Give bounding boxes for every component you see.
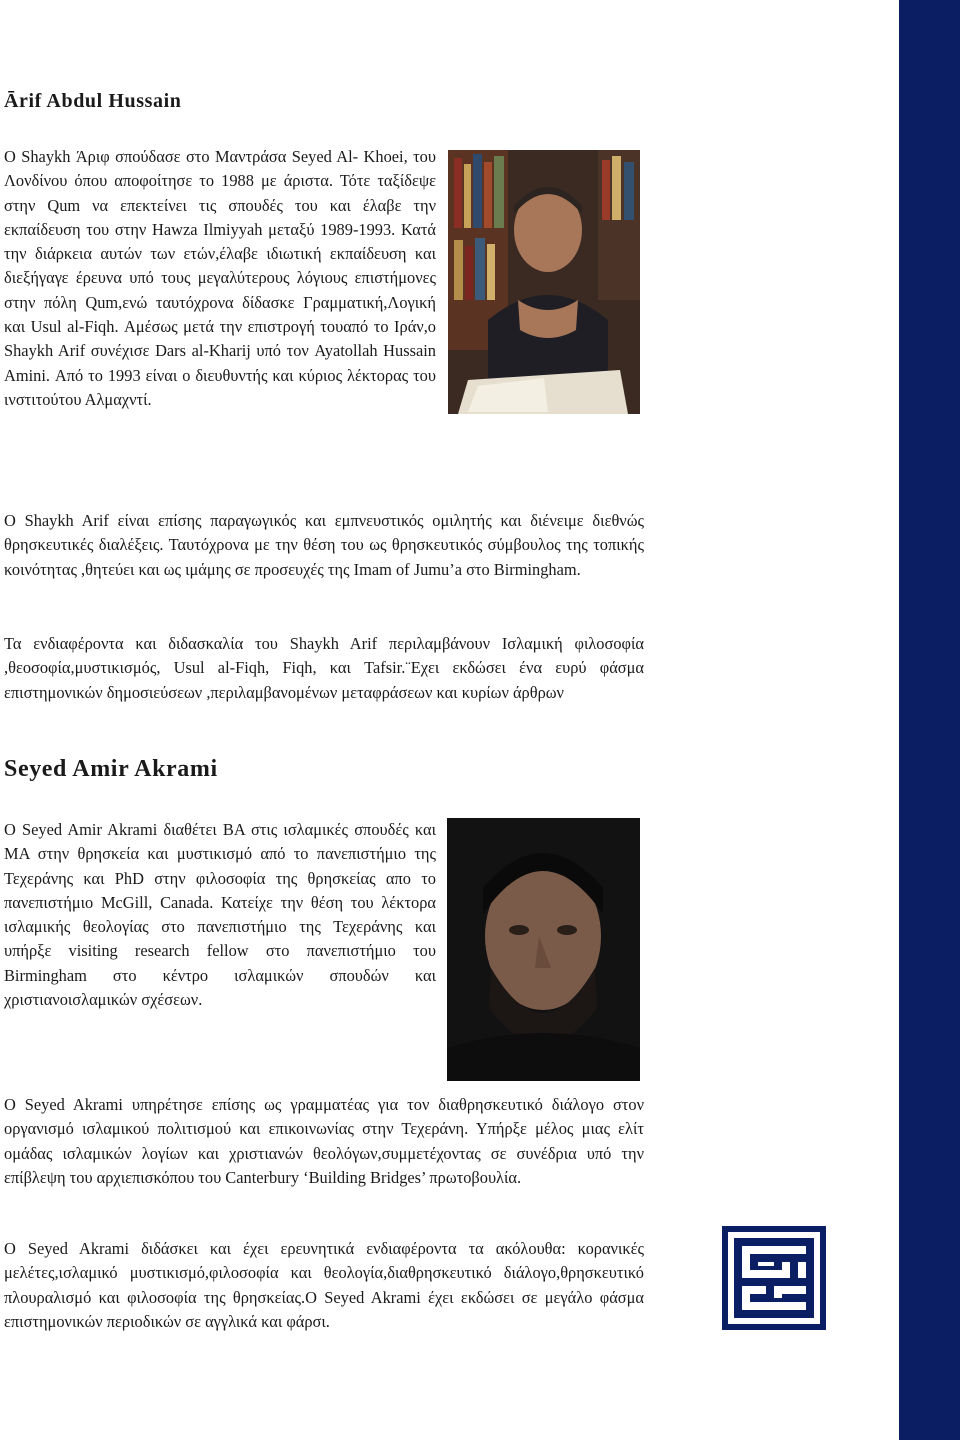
paragraph-arif-speaker: Ο Shaykh Arif είναι επίσης παραγωγικός και εμπνευστικός ομιλητής και διένειμε διεθνώς θρησκευτικές διαλέξεις. Ταυτόχρονα με την θέση του ως θρησκευτικός σύμβουλος της τοπικής κοινότητας ,θητεύει και ως ιμάμης σε προσευχές της Imam of Jumu’a στο Birmingham. bbox=[4, 511, 644, 579]
paragraph-akrami-dialogue: Ο Seyed Akrami υπηρέτησε επίσης ως γραμματέας για τον διαθρησκευτικό διάλογο στον οργανισμό ισλαμικού πολιτισμού και επικοινωνίας στην Τεχεράνη. Υπήρξε μέλος μιας ελίτ ομάδας ισλαμικών λογίων και χριστιανών θεολόγων,συμμετέχοντας σε συνέδρια υπό την επίβλεψη του αρχιεπισκόπου του Canterbury ‘Building Bridges’ πρωτοβουλία. bbox=[4, 1095, 644, 1187]
heading-seyed-amir-akrami: Seyed Amir Akrami bbox=[4, 756, 218, 782]
paragraph-arif-interests: Τα ενδιαφέροντα και διδασκαλία του Shaykh Arif περιλαμβάνουν Ισλαμική φιλοσοφία ,θεοσοφία,μυστικισμός, Usul al-Fiqh, Fiqh, και Tafsir.¨Εχει εκδώσει ένα ευρύ φάσμα επιστημονικών δημοσιεύσεων ,περιλαμβανομένων μεταφράσεων και κυρίων άρθρων bbox=[4, 634, 644, 702]
heading-arif-abdul-hussain: Ārif Abdul Hussain bbox=[4, 90, 182, 112]
kufic-square-logo-icon bbox=[722, 1226, 826, 1330]
portrait-photo-akrami bbox=[447, 818, 640, 1081]
paragraph-arif-bio: Ο Shaykh Άριφ σπούδασε στο Μαντράσα Seyed Al- Khoei, του Λονδίνου όπου αποφοίτησε το 1988 με άριστα. Τότε ταξίδεψε στην Qum να επεκτείνει τις σπουδές του και έλαβε την εκπαίδευση του στην Hawza Ilmiyyah μεταξύ 1989-1993. Κατά την διάρκεια αυτών των ετών,έλαβε ιδιωτική εκπαίδευση και διεξήγαγε έρευνα υπό τους μεγαλύτερους λόγιους επιστήμονες στην πόλη Qum,ενώ ταυτόχρονα δίδασκε Γραμματική,Λογική και Usul al-Fiqh. Αμέσως μετά την επιστρογή τουαπό το Ιράν,ο Shaykh Arif συνέχισε Dars al-Kharij υπό τον Ayatollah Hussain Amini. Από το 1993 είναι ο διευθυντής και κύριος λέκτορας του ινστιτούτου Αλμαχντί. bbox=[4, 147, 436, 409]
portrait-photo-arif bbox=[448, 150, 640, 414]
paragraph-akrami-education: Ο Seyed Amir Akrami διαθέτει BA στις ισλαμικές σπουδές και MA στην θρησκεία και μυστικισμό από το πανεπιστήμιο της Τεχεράνης και PhD στην φιλοσοφία της θρησκείας απο το πανεπιστήμιο McGill, Canada. Κατείχε την θέση του λέκτορα ισλαμικής θεολογίας στο πανεπιστήμιο της Τεχεράνης και υπήρξε visiting research fellow στο πανεπιστήμιο του Birmingham στο κέντρο ισλαμικών σπουδών και χριστιανοισλαμικών σχέσεων. bbox=[4, 820, 436, 1010]
paragraph-akrami-interests: Ο Seyed Akrami διδάσκει και έχει ερευνητικά ενδιαφέροντα τα ακόλουθα: κορανικές μελέτες,ισλαμικό μυστικισμό,φιλοσοφία και θεολογία,διαθρησκευτικό διάλογο,θρησκευτικό πλουραλισμό και φιλοσοφία της θρησκείας.Ο Seyed Akrami έχει εκδώσει σε μεγάλο φάσμα επιστημονικών περιοδικών σε αγγλικά και φάρσι. bbox=[4, 1239, 644, 1331]
side-color-band bbox=[899, 0, 960, 1440]
